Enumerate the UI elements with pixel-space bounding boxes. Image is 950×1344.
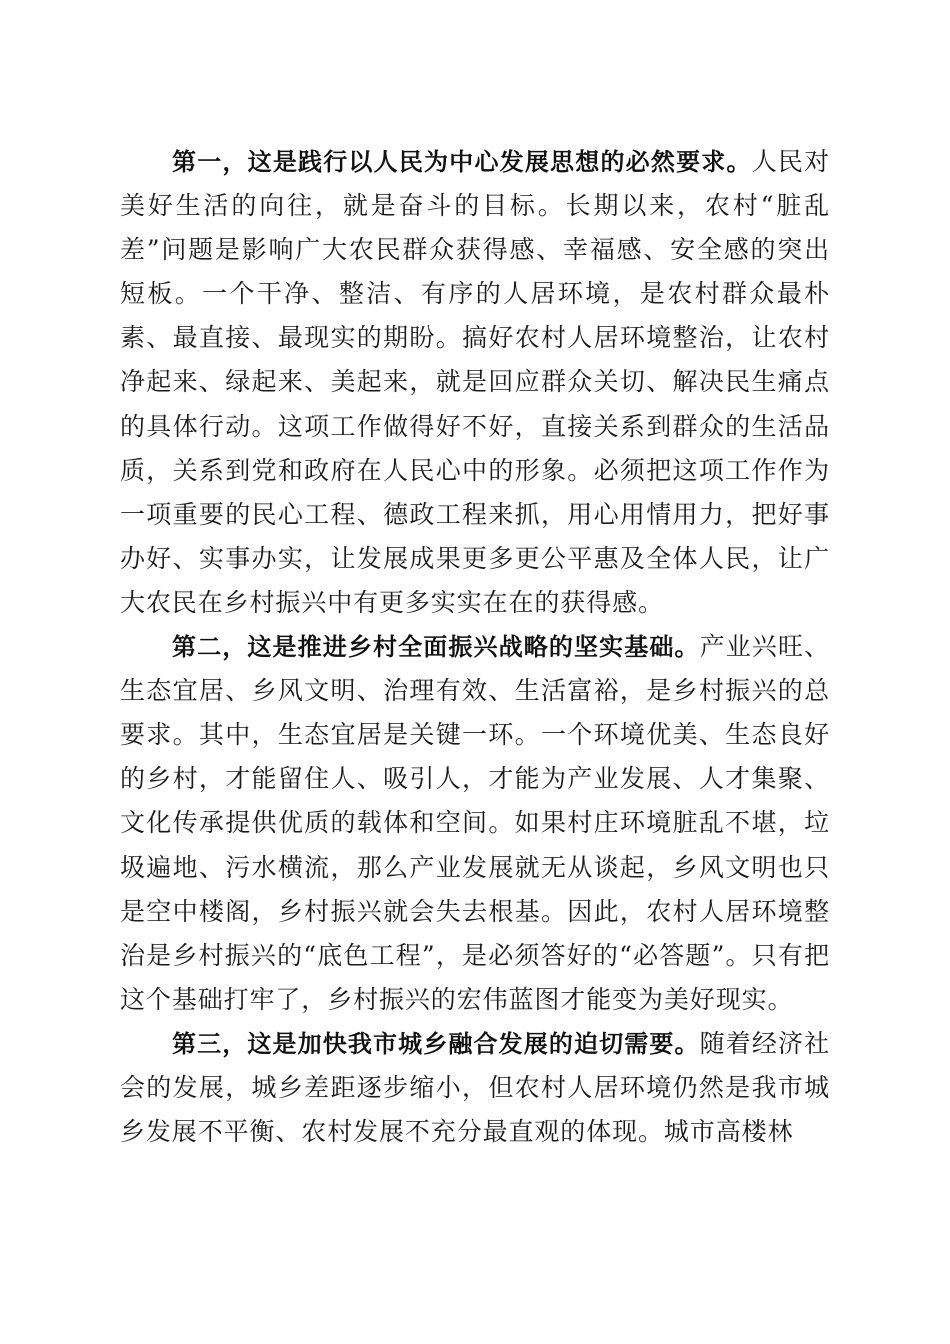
paragraph-text: 产业兴旺、生态宜居、乡风文明、治理有效、生活富裕，是乡村振兴的总要求。其中，生态宜居是关键一环。一个环境优美、生态良好的乡村，才能留住人、吸引人，才能为产业发展、人才集聚、文化传承提供优质的载体和空间。如果村庄环境脏乱不堪，垃圾遍地、污水横流，那么产业发展就无从谈起，乡风文明也只是空中楼阁，乡村振兴就会失去根基。因此，农村人居环境整治是乡村振兴的“底色工程”，是必须答好的“必答题”。只有把这个基础打牢了，乡村振兴的宏伟蓝图才能变为美好现实。 (120, 632, 830, 1014)
paragraph-lead: 第三，这是加快我市城乡融合发展的迫切需要。 (172, 1029, 700, 1058)
paragraph-text: 随着经济社会的发展，城乡差距逐步缩小，但农村人居环境仍然是我市城乡发展不平衡、农村发展不充分最直观的体现。城市高楼林 (120, 1028, 830, 1147)
paragraph-second (120, 625, 830, 1022)
paragraph-text: 人民对美好生活的向往，就是奋斗的目标。长期以来，农村“脏乱差”问题是影响广大农民群众获得感、幸福感、安全感的突出短板。一个干净、整洁、有序的人居环境，是农村群众最朴素、最直接、最现实的期盼。搞好农村人居环境整治，让农村净起来、绿起来、美起来，就是回应群众关切、解决民生痛点的具体行动。这项工作做得好不好，直接关系到群众的生活品质，关系到党和政府在人民心中的形象。必须把这项工作作为一项重要的民心工程、德政工程来抓，用心用情用力，把好事办好、实事办实，让发展成果更多更公平惠及全体人民，让广大农民在乡村振兴中有更多实实在在的获得感。 (120, 147, 830, 617)
document-body (120, 140, 830, 1154)
paragraph-lead: 第二，这是推进乡村全面振兴战略的坚实基础。 (172, 633, 700, 662)
paragraph-first (120, 140, 830, 625)
paragraph-third (120, 1022, 830, 1154)
paragraph-lead: 第一，这是践行以人民为中心发展思想的必然要求。 (172, 148, 752, 176)
